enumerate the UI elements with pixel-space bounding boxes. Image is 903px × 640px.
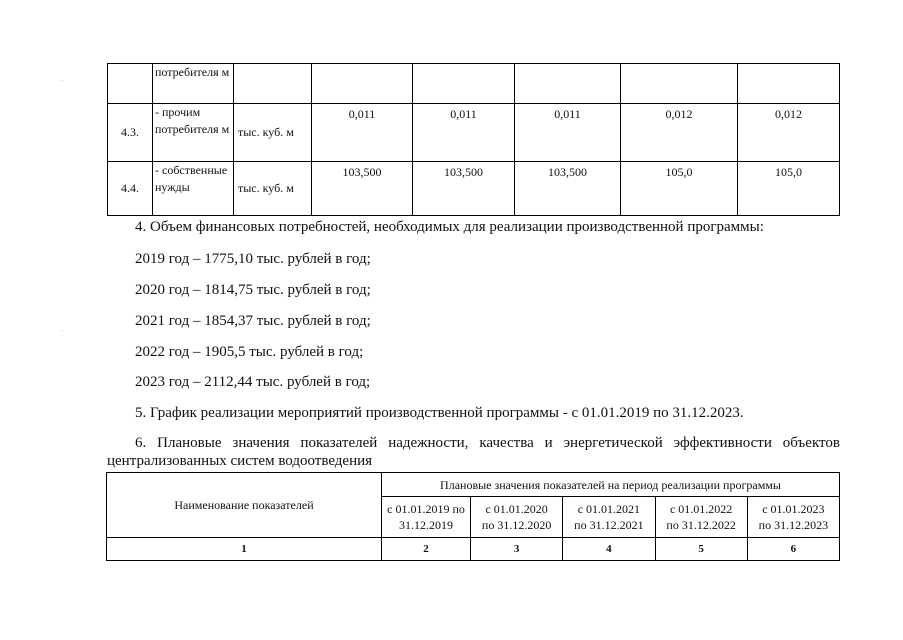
row-number: [108, 64, 153, 104]
value-cell: 0,011: [312, 104, 413, 162]
indicator-name-header: Наименование показателей: [107, 473, 382, 538]
period-start: с 01.01.2020: [485, 502, 548, 516]
value-cell: 103,500: [413, 162, 515, 216]
row-unit: тыс. куб. м: [234, 162, 312, 216]
column-number: 1: [107, 538, 382, 561]
margin-mark: [62, 80, 63, 81]
margin-mark: [62, 330, 63, 331]
value-cell: [515, 64, 621, 104]
period-header: [382, 497, 471, 538]
value-cell: 0,012: [621, 104, 738, 162]
period-start: с 01.01.2021: [577, 502, 641, 516]
period-end: по 31.12.2023: [758, 518, 829, 532]
water-volume-table: [107, 63, 840, 216]
period-end: по 31.12.2020: [481, 518, 552, 532]
period-end: по 31.12.2021: [574, 518, 644, 532]
period-header: [747, 497, 839, 538]
period-start: с 01.01.2022: [669, 502, 733, 516]
value-cell: 103,500: [312, 162, 413, 216]
table-row: [108, 162, 840, 216]
finance-line-2021: 2021 год – 1854,37 тыс. рублей в год;: [135, 313, 371, 329]
value-cell: 0,011: [515, 104, 621, 162]
column-number: 5: [655, 538, 747, 561]
value-cell: [738, 64, 840, 104]
section-6-text: 6. Плановые значения показателей надежности, качества и энергетической эффективности объектов централизованных систем водоотведения: [107, 435, 840, 469]
row-unit: [234, 64, 312, 104]
row-name: - собственные нужды: [153, 162, 234, 216]
table-header-row: [107, 473, 840, 497]
finance-line-2019: 2019 год – 1775,10 тыс. рублей в год;: [135, 251, 371, 267]
finance-line-2023: 2023 год – 2112,44 тыс. рублей в год;: [135, 374, 371, 390]
finance-line-2022: 2022 год – 1905,5 тыс. рублей в год;: [135, 344, 364, 360]
value-cell: 0,011: [413, 104, 515, 162]
finance-line-2020: 2020 год – 1814,75 тыс. рублей в год;: [135, 282, 371, 298]
period-header: [471, 497, 563, 538]
table-row: [108, 104, 840, 162]
row-number: 4.4.: [108, 162, 153, 216]
period-header: [655, 497, 747, 538]
value-cell: [413, 64, 515, 104]
value-cell: [312, 64, 413, 104]
column-number-row: [107, 538, 840, 561]
row-number: 4.3.: [108, 104, 153, 162]
section-4-heading: 4. Объем финансовых потребностей, необходимых для реализации производственной программы:: [135, 219, 764, 235]
value-cell: [621, 64, 738, 104]
row-name: потребителя м: [153, 64, 234, 104]
table-row: [108, 64, 840, 104]
period-start: с 01.01.2023: [762, 502, 825, 516]
section-5-text: 5. График реализации мероприятий производственной программы - с 01.01.2019 по 31.12.2023.: [135, 405, 744, 421]
plan-values-header: Плановые значения показателей на период реализации программы: [382, 473, 840, 497]
value-cell: 103,500: [515, 162, 621, 216]
period-header: [563, 497, 655, 538]
row-name: - прочим потребителя м: [153, 104, 234, 162]
column-number: 4: [563, 538, 655, 561]
value-cell: 0,012: [738, 104, 840, 162]
column-number: 2: [382, 538, 471, 561]
column-number: 6: [747, 538, 839, 561]
column-number: 3: [471, 538, 563, 561]
value-cell: 105,0: [738, 162, 840, 216]
period-start: с 01.01.2019 по: [387, 502, 465, 516]
period-end: по 31.12.2022: [666, 518, 736, 532]
period-end: 31.12.2019: [399, 518, 453, 532]
value-cell: 105,0: [621, 162, 738, 216]
row-unit: тыс. куб. м: [234, 104, 312, 162]
indicators-table: [106, 472, 840, 561]
